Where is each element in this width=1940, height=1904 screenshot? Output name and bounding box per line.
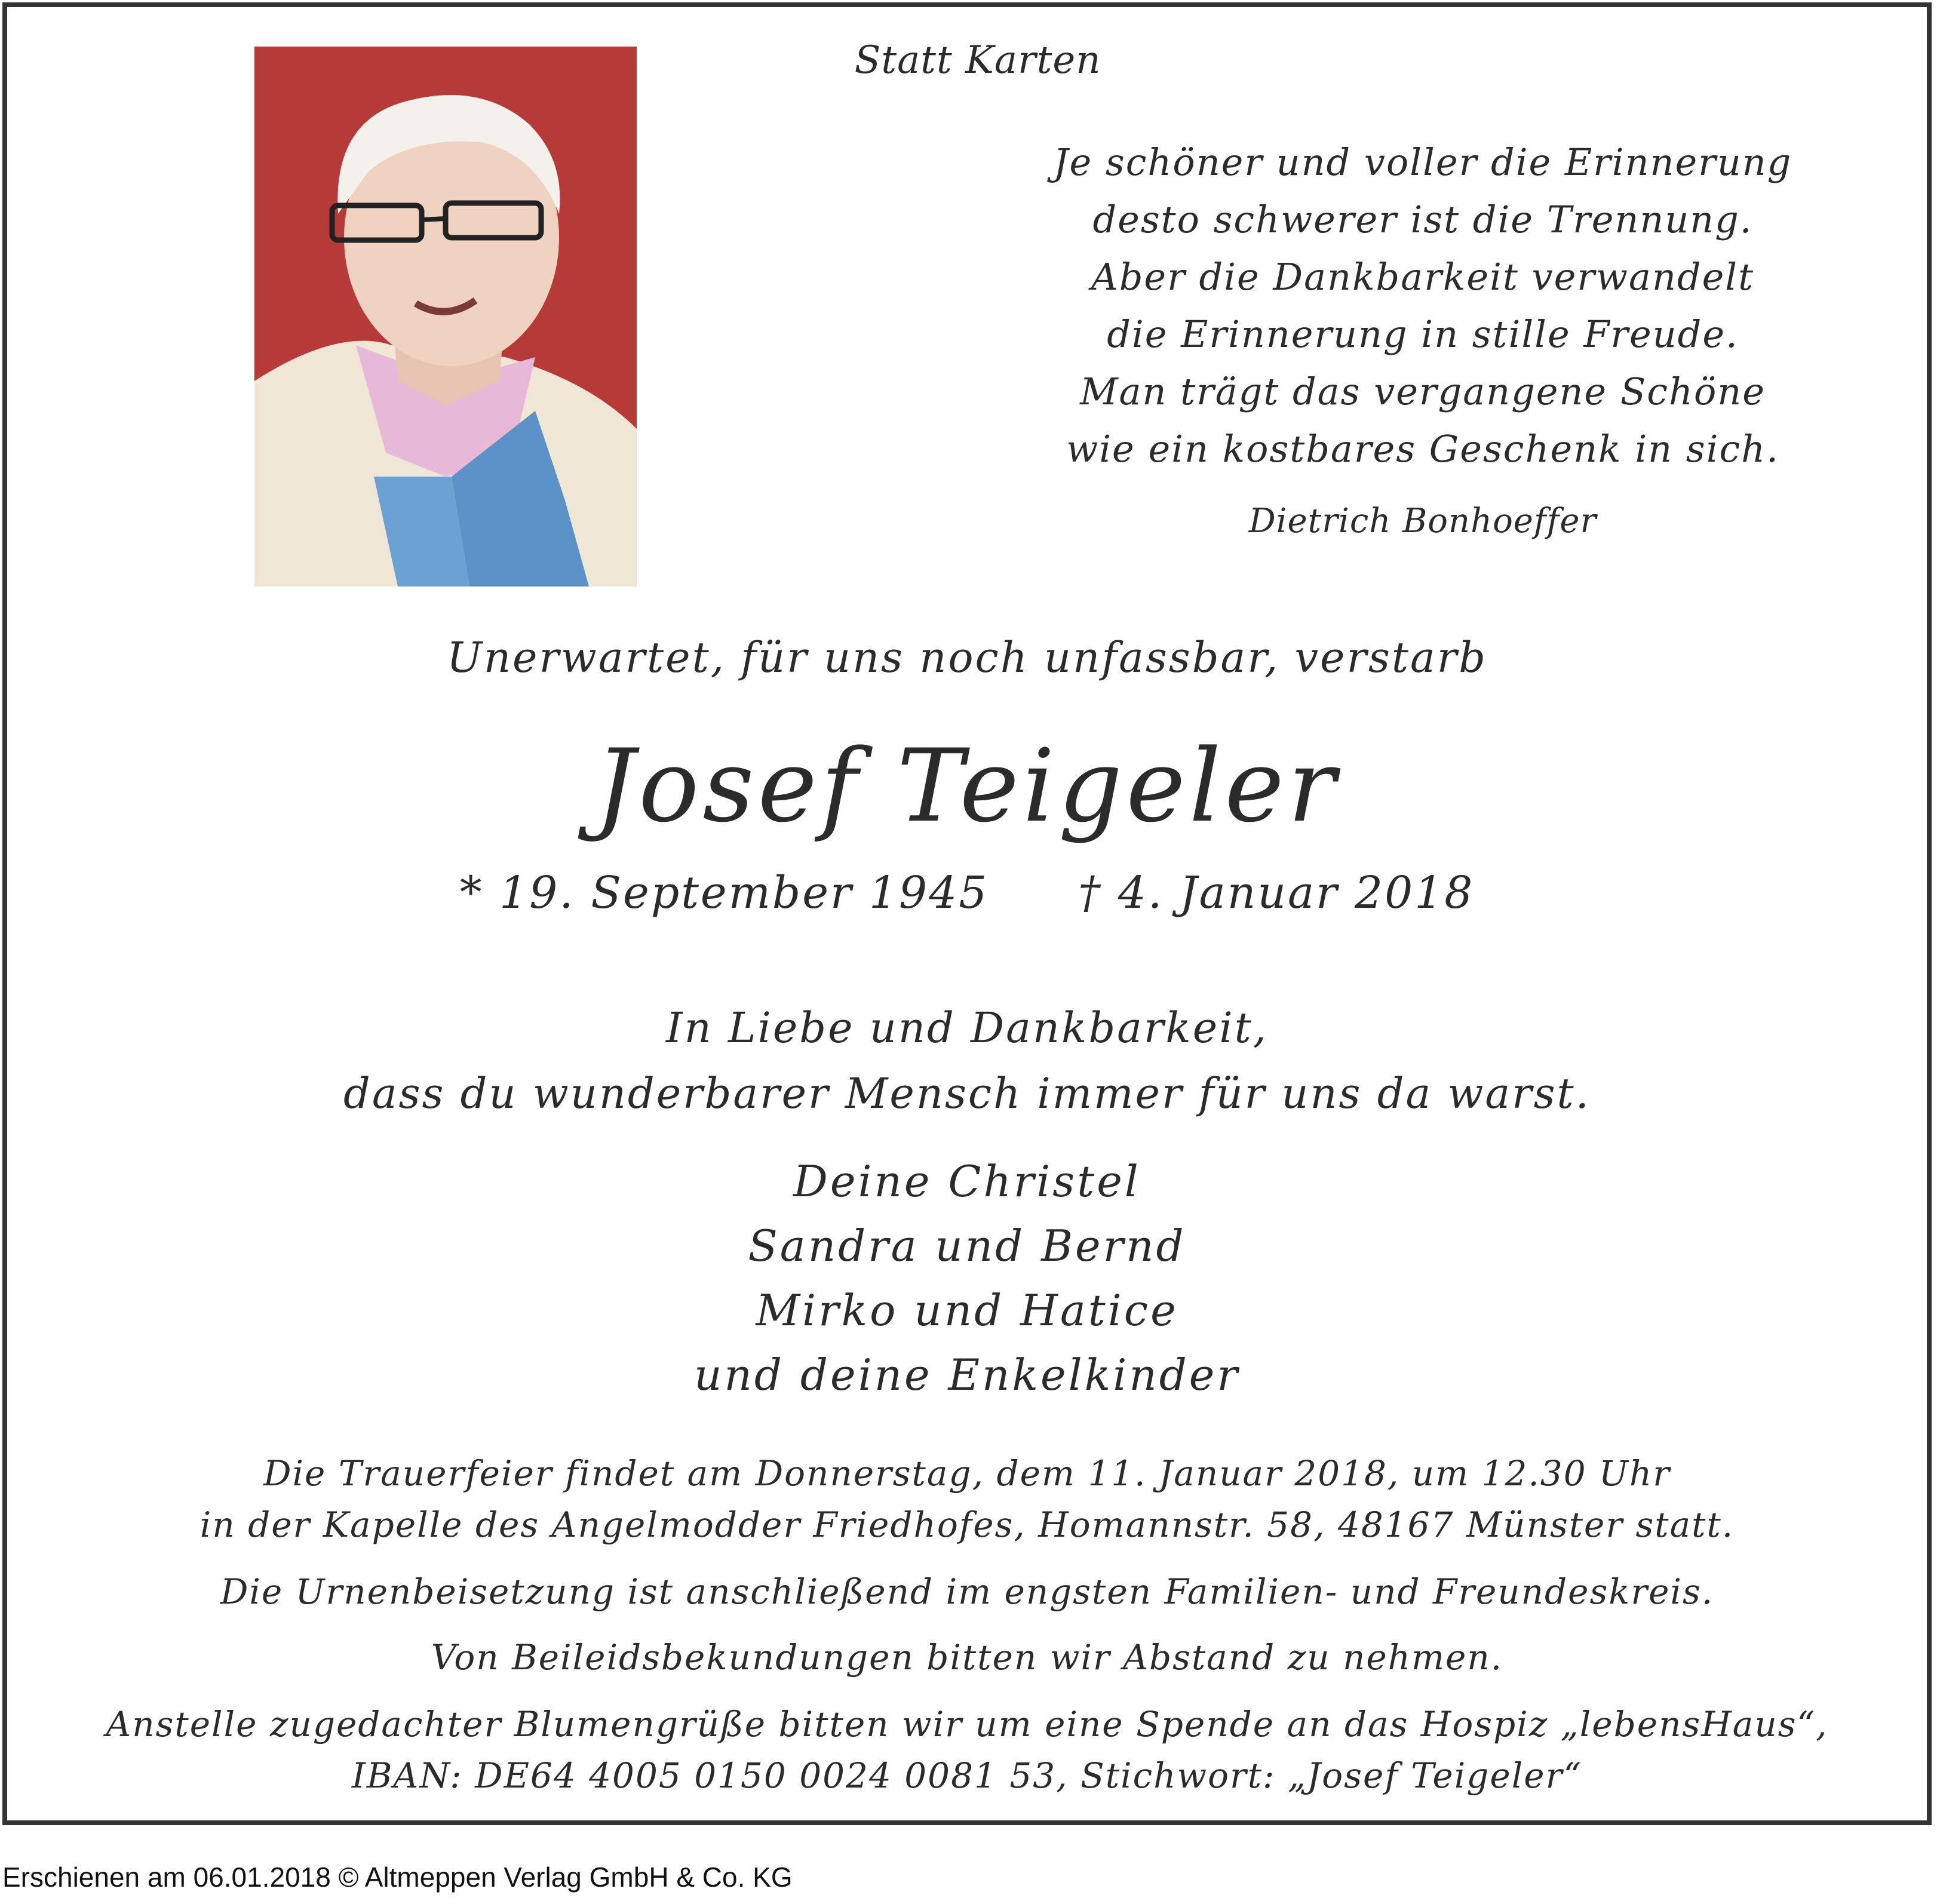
portrait-photo-icon: [254, 47, 637, 586]
life-dates: [7, 867, 1927, 919]
ceremony-line: Die Trauerfeier findet am Donnerstag, dem 11. Januar 2018, um 12.30 Uhr: [263, 1453, 1671, 1494]
donation-info: [7, 1699, 1927, 1801]
dedication-line: dass du wunderbarer Mensch immer für uns da warst.: [343, 1069, 1591, 1118]
birth-date: * 19. September 1945: [459, 867, 989, 919]
family-signatures: [7, 1149, 1927, 1407]
statt-karten-label: Statt Karten: [854, 38, 1101, 82]
portrait-photo-svg: [254, 47, 637, 586]
family-line: Deine Christel: [793, 1156, 1141, 1206]
ceremony-line: in der Kapelle des Angelmodder Friedhofes, Homannstr. 58, 48167 Münster statt.: [199, 1504, 1735, 1545]
poem: [987, 134, 1859, 478]
intro-text: Unerwartet, für uns noch unfassbar, verstarb: [446, 633, 1488, 682]
condolences-info: Von Beileidsbekundungen bitten wir Abstand zu nehmen.: [431, 1637, 1503, 1678]
poem-line: Aber die Dankbarkeit verwandelt: [1091, 255, 1755, 299]
poem-line: Je schöner und voller die Erinnerung: [1053, 140, 1792, 184]
donation-line: Anstelle zugedachter Blumengrüße bitten wir um eine Spende an das Hospiz „lebensHaus“,: [106, 1704, 1828, 1745]
donation-line: IBAN: DE64 4005 0150 0024 0081 53, Stichwort: „Josef Teigeler“: [352, 1755, 1582, 1796]
family-line: und deine Enkelkinder: [694, 1350, 1240, 1400]
burial-info: Die Urnenbeisetzung ist anschließend im engsten Familien- und Freundeskreis.: [220, 1571, 1714, 1612]
family-line: Mirko und Hatice: [756, 1285, 1178, 1335]
poem-author: Dietrich Bonhoeffer: [1248, 502, 1597, 541]
family-line: Sandra und Bernd: [748, 1221, 1186, 1271]
death-date: † 4. Januar 2018: [1078, 867, 1475, 919]
ceremony-info: [7, 1448, 1927, 1550]
poem-line: wie ein kostbares Geschenk in sich.: [1066, 427, 1779, 471]
deceased-name: Josef Teigeler: [594, 727, 1340, 844]
dedication: [7, 995, 1927, 1126]
dedication-line: In Liebe und Dankbarkeit,: [666, 1003, 1268, 1052]
publication-footer: Erschienen am 06.01.2018 © Altmeppen Verlag GmbH & Co. KG: [2, 1862, 793, 1893]
poem-line: desto schwerer ist die Trennung.: [1092, 198, 1753, 241]
poem-line: die Erinnerung in stille Freude.: [1107, 312, 1739, 356]
obituary-notice: [2, 2, 1932, 1825]
poem-line: Man trägt das vergangene Schöne: [1080, 370, 1766, 413]
